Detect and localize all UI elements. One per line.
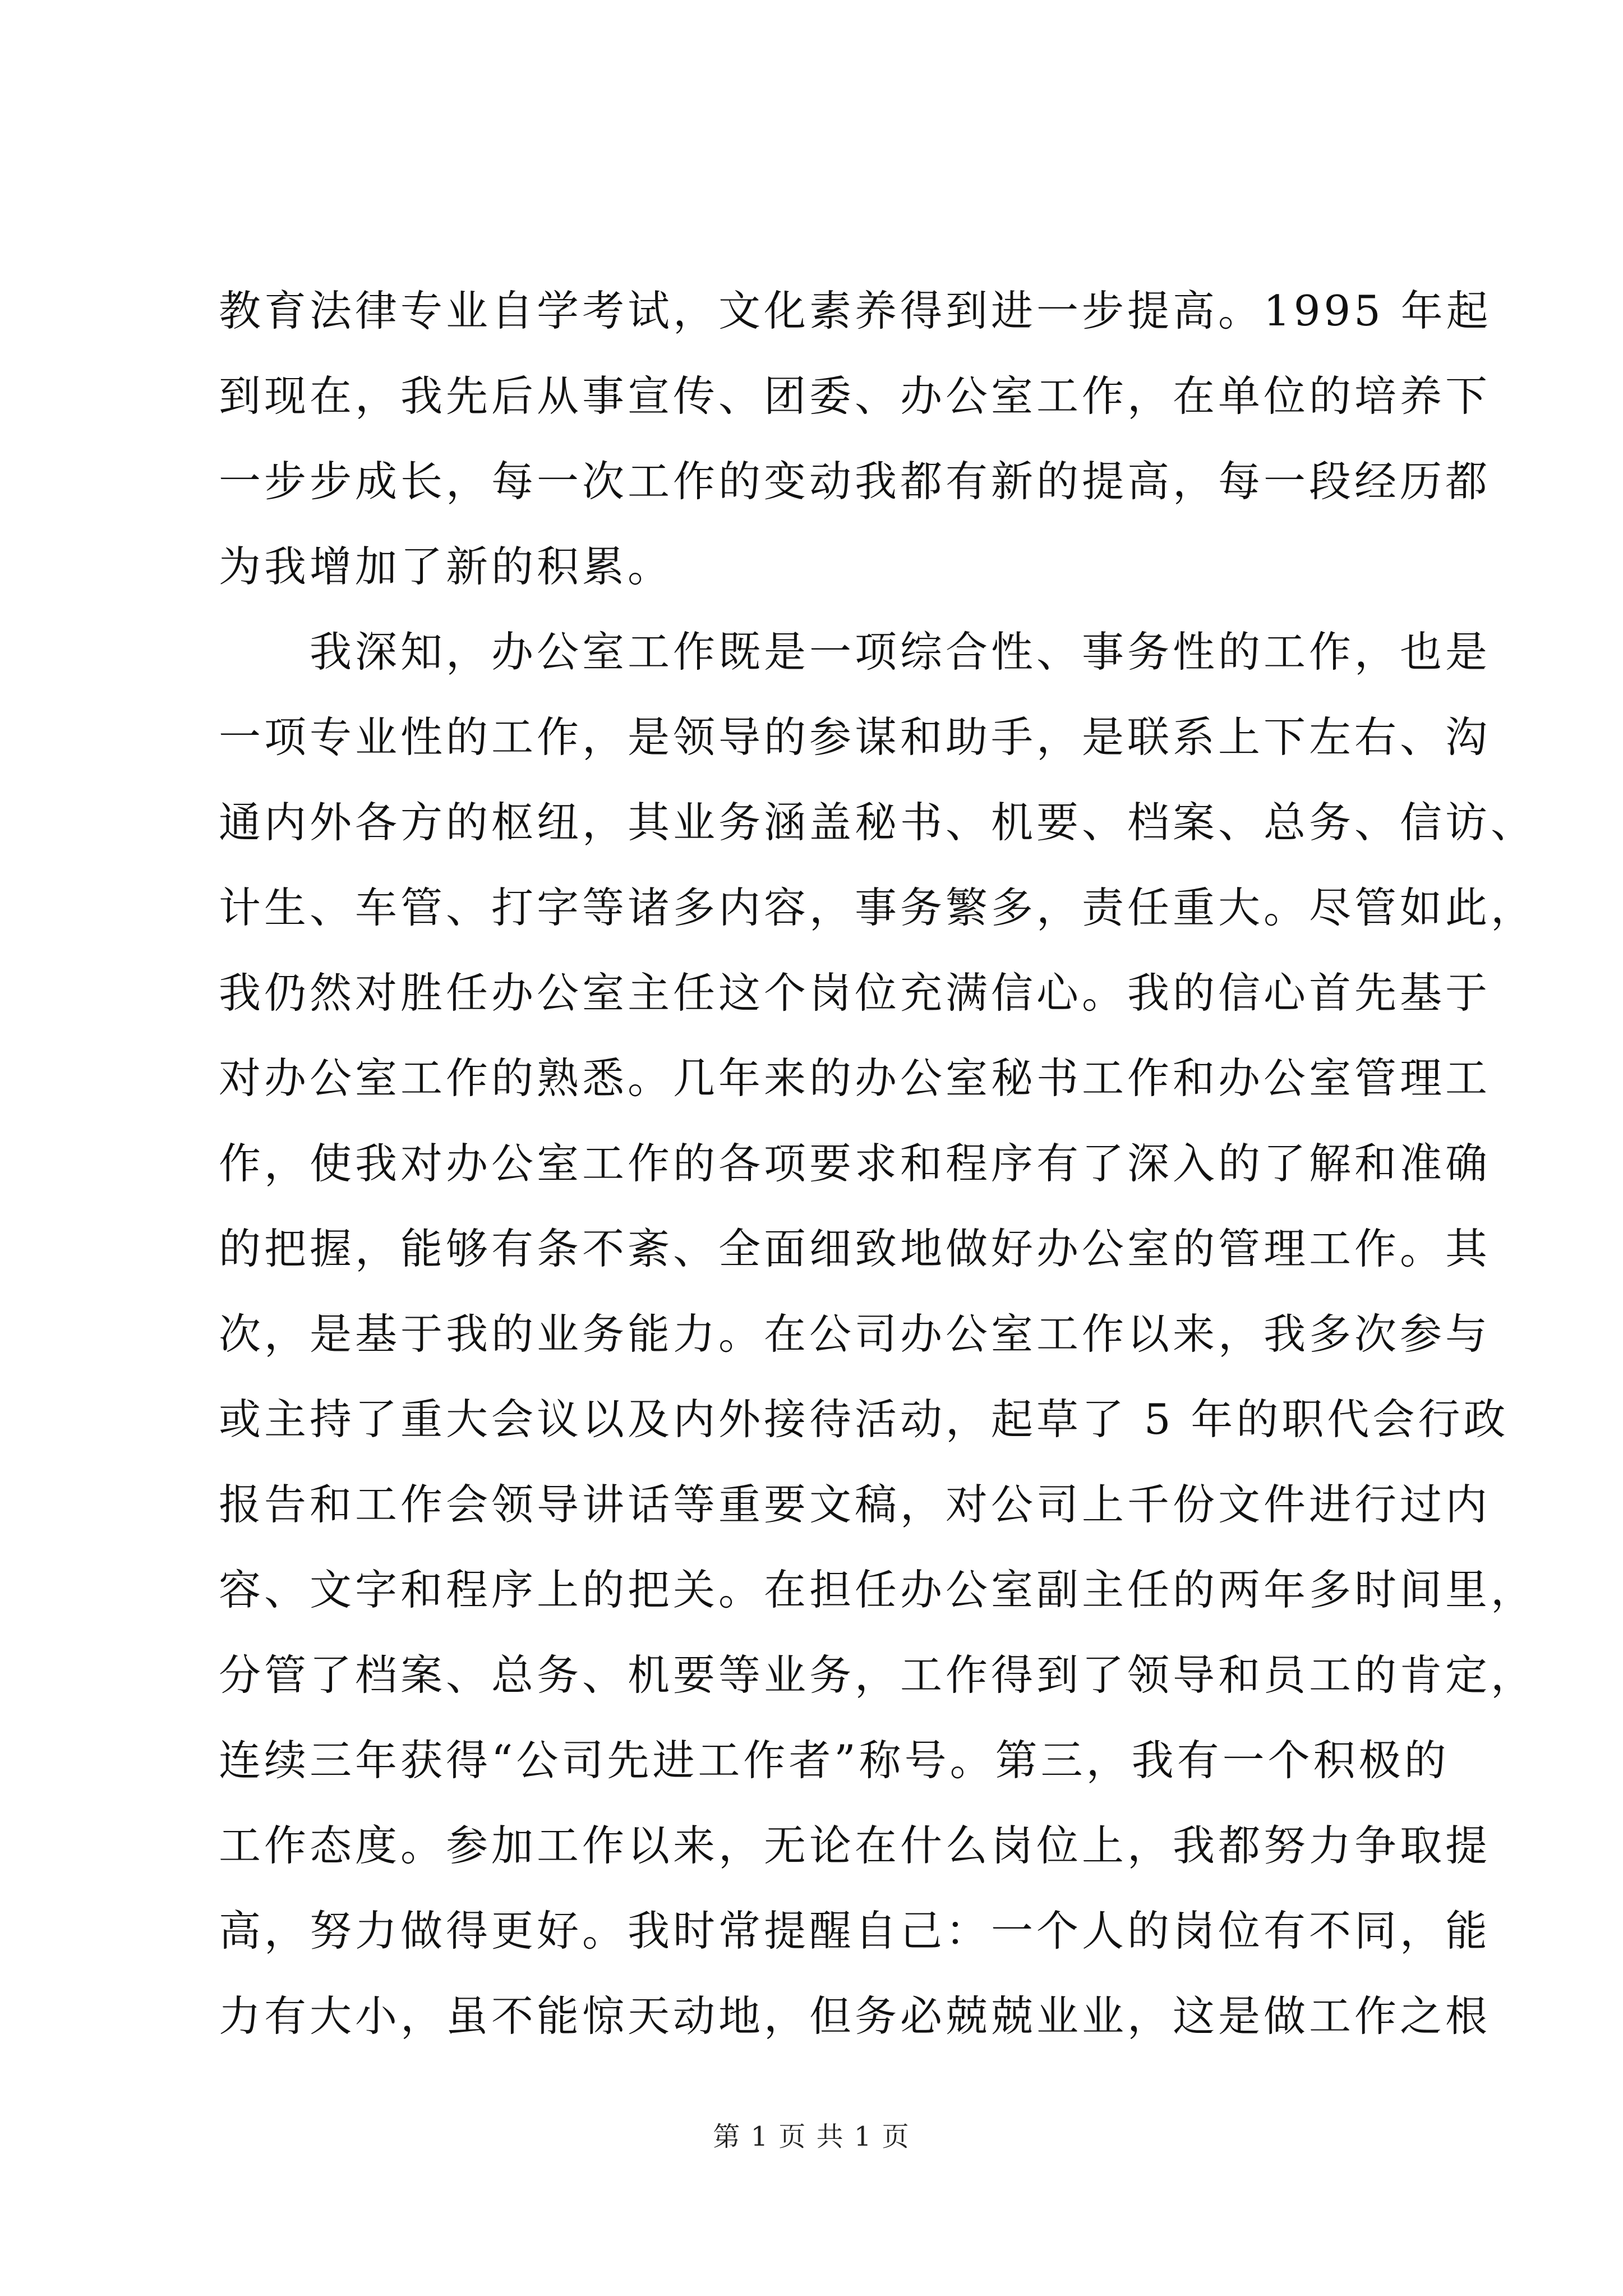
paragraph-1 bbox=[219, 268, 1492, 609]
text-line: 通内外各方的枢纽，其业务涵盖秘书、机要、档案、总务、信访、 bbox=[219, 798, 1537, 847]
text-line: 或主持了重大会议以及内外接待活动，起草了 5 年的职代会行政 bbox=[219, 1395, 1509, 1444]
text-line: 工作态度。参加工作以来，无论在什么岗位上，我都努力争取提 bbox=[219, 1821, 1491, 1870]
text-line: 一步步成长，每一次工作的变动我都有新的提高，每一段经历都 bbox=[219, 457, 1491, 506]
text-line: 为我增加了新的积累。 bbox=[219, 542, 674, 591]
page-footer: 第 1 页 共 1 页 bbox=[713, 2121, 910, 2152]
text-line: 作，使我对办公室工作的各项要求和程序有了深入的了解和准确 bbox=[219, 1139, 1491, 1188]
text-line: 教育法律专业自学考试，文化素养得到进一步提高。1995 年起 bbox=[219, 286, 1492, 335]
text-line: 高，努力做得更好。我时常提醒自己：一个人的岗位有不同，能 bbox=[219, 1906, 1491, 1955]
text-line: 计生、车管、打字等诸多内容，事务繁多，责任重大。尽管如此， bbox=[219, 883, 1537, 932]
text-line: 连续三年获得“公司先进工作者”称号。第三，我有一个积极的 bbox=[219, 1736, 1450, 1785]
text-line: 我深知，办公室工作既是一项综合性、事务性的工作，也是 bbox=[219, 627, 1491, 677]
text-line: 报告和工作会领导讲话等重要文稿，对公司上千份文件进行过内 bbox=[219, 1480, 1491, 1529]
text-line: 力有大小，虽不能惊天动地，但务必兢兢业业，这是做工作之根 bbox=[219, 1991, 1491, 2041]
document-body bbox=[219, 268, 1537, 2059]
text-line: 次，是基于我的业务能力。在公司办公室工作以来，我多次参与 bbox=[219, 1309, 1491, 1359]
text-line: 的把握，能够有条不紊、全面细致地做好办公室的管理工作。其 bbox=[219, 1224, 1491, 1273]
text-line: 分管了档案、总务、机要等业务，工作得到了领导和员工的肯定， bbox=[219, 1650, 1537, 1700]
text-line: 对办公室工作的熟悉。几年来的办公室秘书工作和办公室管理工 bbox=[219, 1053, 1491, 1103]
text-line: 我仍然对胜任办公室主任这个岗位充满信心。我的信心首先基于 bbox=[219, 968, 1491, 1018]
paragraph-2 bbox=[219, 609, 1537, 2059]
text-line: 到现在，我先后从事宣传、团委、办公室工作，在单位的培养下 bbox=[219, 371, 1491, 421]
text-line: 一项专业性的工作，是领导的参谋和助手，是联系上下左右、沟 bbox=[219, 712, 1491, 762]
text-line: 容、文字和程序上的把关。在担任办公室副主任的两年多时间里， bbox=[219, 1565, 1537, 1614]
